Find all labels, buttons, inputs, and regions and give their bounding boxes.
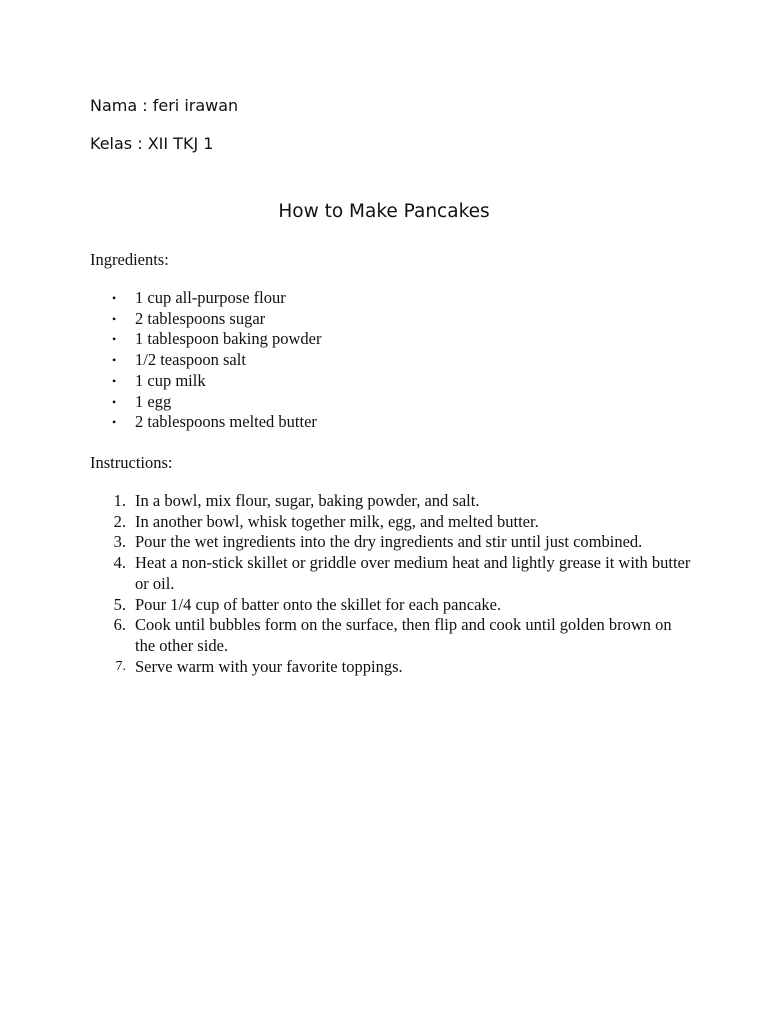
instructions-list — [90, 491, 695, 677]
bullet-icon: • — [112, 291, 117, 305]
bullet-icon: • — [112, 394, 117, 409]
ingredients-list — [90, 288, 695, 433]
instruction-item — [90, 657, 695, 678]
instruction-item — [90, 532, 695, 553]
ingredients-heading: Ingredients: — [90, 250, 169, 269]
ingredient-item — [90, 412, 695, 433]
student-name: Nama : feri irawan — [90, 96, 239, 115]
ingredient-item — [90, 288, 695, 309]
ingredient-text: 1 egg — [135, 391, 172, 411]
bullet-icon: • — [112, 332, 117, 347]
ingredient-item — [90, 350, 695, 371]
instruction-item — [90, 512, 695, 533]
bullet-icon: • — [112, 415, 117, 430]
step-text: Serve warm with your favorite toppings. — [135, 656, 403, 676]
ingredient-text: 2 tablespoons melted butter — [135, 412, 317, 432]
step-number: 4. — [113, 553, 126, 573]
ingredient-text: 2 tablespoons sugar — [135, 308, 266, 328]
instructions-heading: Instructions: — [90, 453, 173, 472]
bullet-icon: • — [112, 353, 117, 368]
step-text: Cook until bubbles form on the surface, then flip and cook until golden brown on the other side. — [135, 615, 672, 655]
student-class: Kelas : XII TKJ 1 — [90, 134, 214, 153]
step-text: Pour 1/4 cup of batter onto the skillet for each pancake. — [135, 594, 502, 614]
bullet-icon: • — [112, 311, 117, 326]
step-number: 2. — [113, 511, 126, 531]
step-text: In a bowl, mix flour, sugar, baking powder, and salt. — [135, 491, 480, 510]
ingredient-text: 1 cup milk — [135, 370, 206, 390]
step-text: Heat a non-stick skillet or griddle over medium heat and lightly grease it with butter or oil. — [135, 553, 691, 593]
ingredient-text: 1 cup all-purpose flour — [135, 288, 286, 307]
step-number: 7. — [115, 658, 126, 674]
instruction-item — [90, 595, 695, 616]
step-text: Pour the wet ingredients into the dry ingredients and stir until just combined. — [135, 532, 643, 552]
ingredient-item — [90, 329, 695, 350]
ingredient-text: 1 tablespoon baking powder — [135, 329, 322, 349]
ingredient-item — [90, 309, 695, 330]
ingredient-text: 1/2 teaspoon salt — [135, 350, 246, 370]
bullet-icon: • — [112, 373, 117, 388]
ingredient-item — [90, 392, 695, 413]
step-number: 3. — [113, 532, 126, 552]
step-text: In another bowl, whisk together milk, egg, and melted butter. — [135, 511, 539, 531]
step-number: 6. — [113, 615, 126, 635]
instruction-item — [90, 615, 695, 656]
instruction-item — [90, 553, 695, 594]
instruction-item — [90, 491, 695, 512]
step-number: 1. — [113, 491, 126, 510]
ingredient-item — [90, 371, 695, 392]
page-title: How to Make Pancakes — [278, 201, 490, 222]
step-number: 5. — [113, 594, 126, 614]
